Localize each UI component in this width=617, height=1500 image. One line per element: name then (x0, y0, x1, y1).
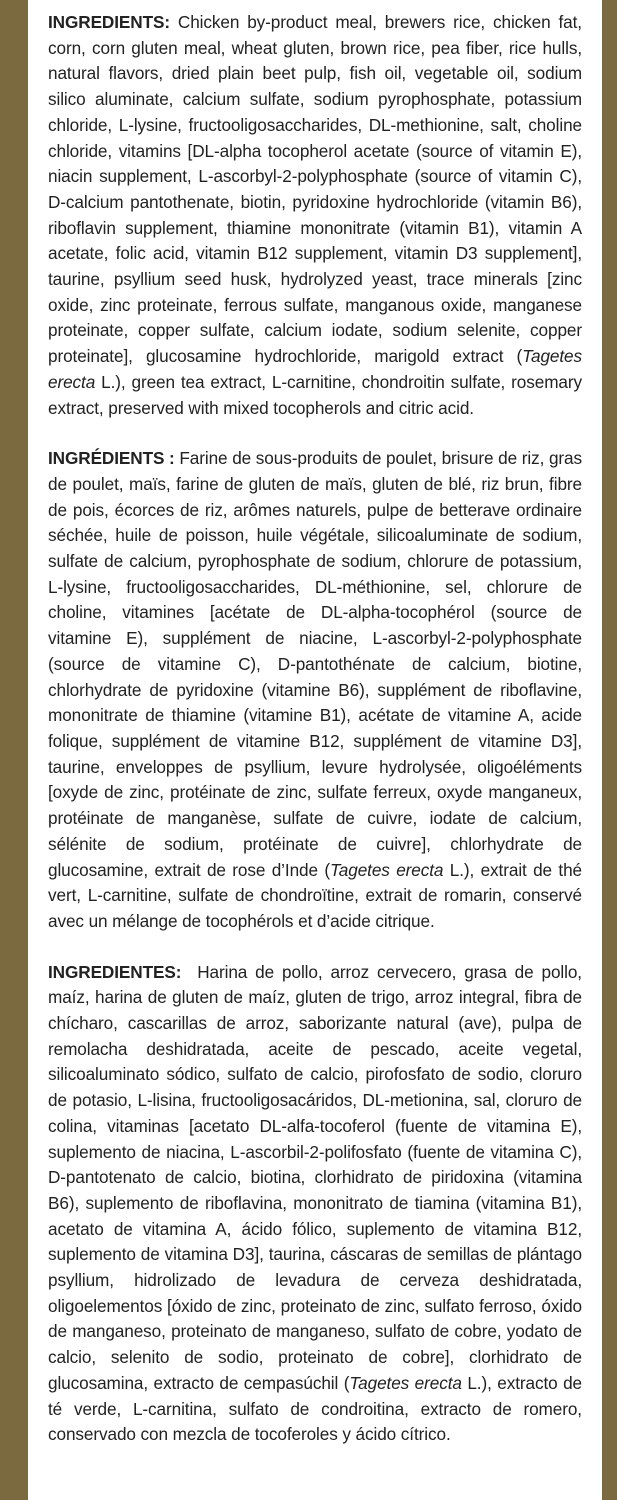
ingredients-french-heading: INGRÉDIENTS : (48, 448, 175, 469)
ingredients-english-text-part-1: Chicken by-product meal, brewers rice, chicken fat, corn, corn gluten meal, wheat gluten, brown rice, pea fiber, rice hulls, natural flavors, dried plain beet pulp, fish oil, vegetable oil, sodium silico aluminate, calcium sulfate, sodium pyrophosphate, potassium chloride, L-lysine, fructooligosaccharides, DL-methionine, salt, choline chloride, vitamins [DL-alpha tocopherol acetate (source of vitamin E), niacin supplement, L-ascorbyl-2-polyphosphate (source of vitamin C), D-calcium pantothenate, biotin, pyridoxine hydrochloride (vitamin B6), riboflavin supplement, thiamine mononitrate (vitamin B1), vitamin A acetate, folic acid, vitamin B12 supplement, vitamin D3 supplement], taurine, psyllium seed husk, hydrolyzed yeast, trace minerals [zinc oxide, zinc proteinate, ferrous sulfate, manganous oxide, manganese proteinate, copper sulfate, calcium iodate, sodium selenite, copper proteinate], glucosamine hydrochloride, marigold extract ( (48, 12, 582, 367)
ingredients-english-text-part-2: L.), green tea extract, L-carnitine, chondroitin sulfate, rosemary extract, preserved with mixed tocopherols and citric acid. (48, 371, 582, 418)
ingredients-english-italic-species: Tagetes erecta (48, 346, 582, 392)
ingredients-spanish-italic-species: Tagetes erecta (349, 1372, 462, 1393)
ingredients-spanish-text-part-1: Harina de pollo, arroz cervecero, grasa de pollo, maíz, harina de gluten de maíz, gluten de trigo, arroz integral, fibra de chícharo, cascarillas de arroz, saborizante natural (ave), pulpa de remolacha deshidratada, aceite de pescado, aceite vegetal, silicoaluminato sódico, sulfato de calcio, pirofosfato de sodio, cloruro de potasio, L-lisina, fructooligosacáridos, DL-metionina, sal, cloruro de colina, vitaminas [acetato DL-alfa-tocoferol (fuente de vitamina E), suplemento de niacina, L-ascorbil-2-polifosfato (fuente de vitamina C), D-pantotenato de calcio, biotina, clorhidrato de piridoxina (vitamina B6), suplemento de riboflavina, mononitrato de tiamina (vitamina B1), acetato de vitamina A, ácido fólico, suplemento de vitamina B12, suplemento de vitamina D3], taurina, cáscaras de semillas de plántago psyllium, hidrolizado de levadura de cerveza deshidratada, oligoelementos [óxido de zinc, proteinato de zinc, sulfato ferroso, óxido de manganeso, proteinato de manganeso, sulfato de cobre, yodato de calcio, selenito de sodio, proteinato de cobre], clorhidrato de glucosamina, extracto de cempasúchil ( (48, 961, 587, 1393)
ingredients-spanish-text-part-2: L.), extracto de té verde, L-carnitina, sulfato de condroitina, extracto de romero, conservado con mezcla de tocoferoles y ácido cítrico. (48, 1372, 582, 1445)
ingredients-french-text-part-2: L.), extrait de thé vert, L-carnitine, sulfate de chondroïtine, extrait de romarin, conservé avec un mélange de tocophérols et d’acide citrique. (48, 859, 583, 931)
ingredients-label-panel (28, 0, 602, 1500)
ingredients-spanish (48, 960, 587, 1448)
ingredients-french-text-part-1: Farine de sous-produits de poulet, brisure de riz, gras de poulet, maïs, farine de gluten de maïs, gluten de blé, riz brun, fibre de pois, écorces de riz, arômes naturels, pulpe de betterave ordinaire séchée, huile de poisson, huile végétale, silicoaluminate de sodium, sulfate de calcium, pyrophosphate de sodium, chlorure de potassium, L-lysine, fructooligosaccharides, DL-méthionine, sel, chlorure de choline, vitamines [acétate de DL-alpha-tocophérol (source de vitamine E), supplément de niacine, L-ascorbyl-2-polyphosphate (source de vitamine C), D-pantothénate de calcium, biotine, chlorhydrate de pyridoxine (vitamine B6), supplément de riboflavine, mononitrate de thiamine (vitamine B1), acétate de vitamine A, acide folique, supplément de vitamine B12, supplément de vitamine D3], taurine, enveloppes de psyllium, levure hydrolysée, oligoéléments [oxyde de zinc, protéinate de zinc, sulfate ferreux, oxyde manganeux, protéinate de manganèse, sulfate de cuivre, iodate de calcium, sélénite de sodium, protéinate de cuivre], chlorhydrate de glucosamine, extrait de rose d’Inde ( (48, 448, 582, 880)
ingredients-english-heading: INGREDIENTS: (48, 12, 170, 32)
ingredients-french-italic-species: Tagetes erecta (329, 859, 444, 880)
ingredients-spanish-heading: INGREDIENTES: (48, 961, 182, 982)
ingredients-english (48, 10, 582, 421)
ingredients-french (48, 446, 582, 934)
